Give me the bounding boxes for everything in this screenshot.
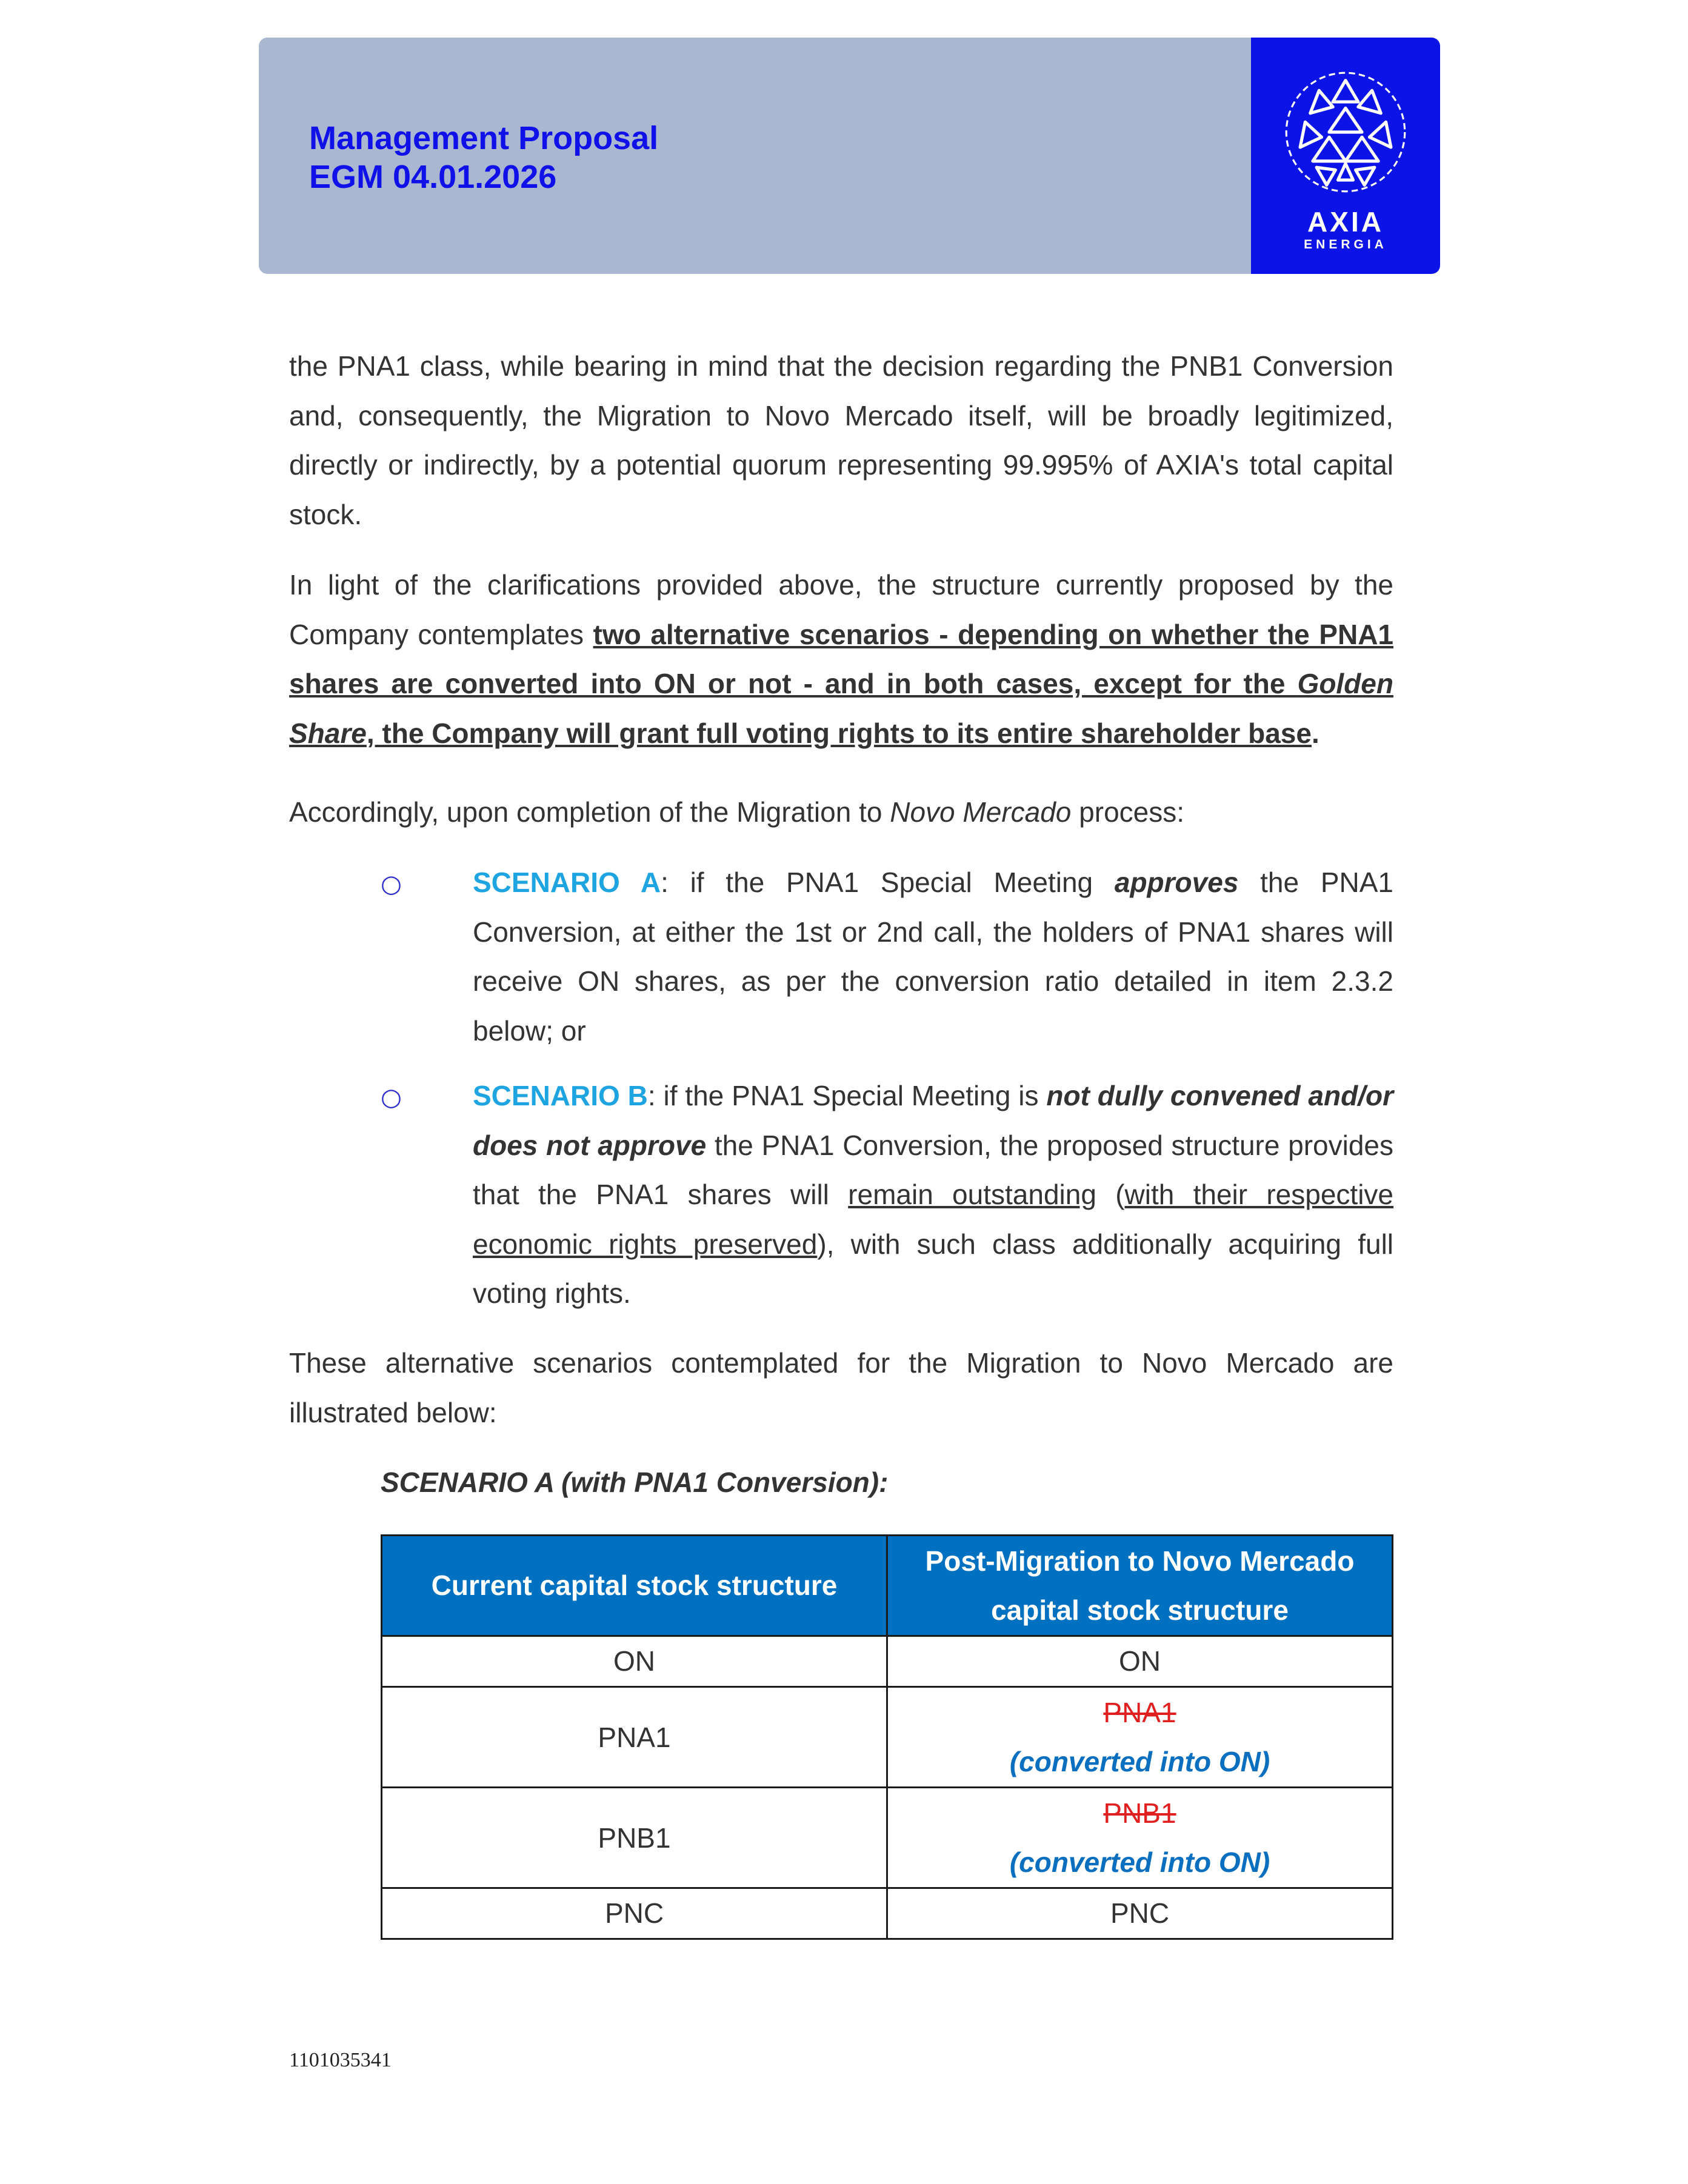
hollow-circle-bullet-icon: ○ bbox=[381, 870, 402, 898]
document-header-title bbox=[309, 119, 658, 196]
cell-current: ON bbox=[382, 1636, 887, 1687]
cell-post bbox=[887, 1788, 1393, 1888]
header-current-structure: Current capital stock structure bbox=[382, 1536, 887, 1636]
table-header-row bbox=[382, 1536, 1393, 1636]
header-title-line1: Management Proposal bbox=[309, 120, 659, 156]
para2-emphasis-b: , the Company will grant full voting rights to its entire shareholder base bbox=[366, 717, 1312, 749]
table-row bbox=[382, 1636, 1393, 1687]
cell-post bbox=[887, 1687, 1393, 1788]
paragraph-pna1-class: the PNA1 class, while bearing in mind that the decision regarding the PNB1 Conversion and, consequently, the Migration to Novo Mercado itself, will be broadly legitimized, directly or indirectly, by a potential quorum representing 99.995% of AXIA's total capital stock. bbox=[289, 350, 1393, 530]
para2-emphasis-a: two alternative scenarios - depending on whether the PNA1 shares are converted into ON or not - and in both cases, except for the bbox=[289, 618, 1393, 699]
scenario-b-text4: ), with such class additionally acquiring full voting rights. bbox=[473, 1228, 1394, 1309]
scenario-b-remain-outstanding: remain outstanding bbox=[848, 1179, 1096, 1210]
table-caption: SCENARIO A (with PNA1 Conversion): bbox=[381, 1467, 889, 1498]
scenario-b-text2: the PNA1 Conversion, the proposed structure provides that the PNA1 shares will bbox=[473, 1129, 1394, 1210]
cell-current: PNA1 bbox=[382, 1687, 887, 1788]
paragraph-accordingly bbox=[289, 788, 1393, 837]
scenario-a-approves: approves bbox=[1114, 867, 1239, 898]
header-title-line2: EGM 04.01.2026 bbox=[309, 159, 557, 195]
scenario-b-text1: : if the PNA1 Special Meeting is bbox=[647, 1080, 1047, 1111]
struck-class-label: PNB1 bbox=[1103, 1797, 1176, 1829]
bullet-scenario-a bbox=[473, 858, 1393, 1056]
scenario-b-label: SCENARIO B bbox=[473, 1080, 648, 1111]
para2-end: . bbox=[1311, 717, 1319, 749]
header-post-migration-text: Post-Migration to Novo Mercado capital stock structure bbox=[925, 1545, 1355, 1626]
converted-note: (converted into ON) bbox=[1009, 1745, 1270, 1777]
scenario-a-text1: : if the PNA1 Special Meeting bbox=[661, 867, 1115, 898]
globe-logo-icon bbox=[1283, 69, 1409, 195]
axia-logo bbox=[1251, 38, 1440, 274]
scenario-b-rights-preserved: with their respective economic rights preserved bbox=[473, 1179, 1394, 1260]
scenario-a-text2: the PNA1 Conversion, at either the 1st or 2nd call, the holders of PNA1 shares will receive ON shares, as per the conversion ratio detailed in item 2.3.2 below; or bbox=[473, 867, 1393, 1047]
paragraph-alternative-scenarios: These alternative scenarios contemplated for the Migration to Novo Mercado are illustrated below: bbox=[289, 1347, 1393, 1428]
logo-wordmark: AXIA bbox=[1307, 206, 1384, 238]
logo-subtitle: ENERGIA bbox=[1304, 238, 1387, 251]
cell-current: PNB1 bbox=[382, 1788, 887, 1888]
para3-novo-mercado: Novo Mercado bbox=[890, 796, 1072, 828]
converted-note: (converted into ON) bbox=[1009, 1846, 1270, 1878]
bullet-scenario-b bbox=[473, 1071, 1393, 1319]
struck-class-label: PNA1 bbox=[1103, 1696, 1176, 1728]
para2-golden-share: Golden Share bbox=[289, 668, 1393, 749]
scenario-b-not-convened: not dully convened and/or does not approve bbox=[473, 1080, 1393, 1161]
para3-after: process: bbox=[1071, 796, 1185, 828]
para2-intro: In light of the clarifications provided above, the structure currently proposed by the Company contemplates bbox=[289, 569, 1393, 650]
paragraph-structure-proposed bbox=[289, 561, 1393, 758]
table-row bbox=[382, 1687, 1393, 1788]
capital-structure-table bbox=[381, 1534, 1393, 1940]
table-row bbox=[382, 1888, 1393, 1939]
cell-post: ON bbox=[887, 1636, 1393, 1687]
scenario-b-text3: ( bbox=[1096, 1179, 1125, 1210]
header-post-migration bbox=[887, 1536, 1393, 1636]
document-id: 1101035341 bbox=[289, 2049, 392, 2071]
table-row bbox=[382, 1788, 1393, 1888]
cell-current: PNC bbox=[382, 1888, 887, 1939]
scenario-a-label: SCENARIO A bbox=[473, 867, 661, 898]
para3-before: Accordingly, upon completion of the Migration to bbox=[289, 796, 890, 828]
cell-post: PNC bbox=[887, 1888, 1393, 1939]
hollow-circle-bullet-icon: ○ bbox=[381, 1084, 402, 1111]
